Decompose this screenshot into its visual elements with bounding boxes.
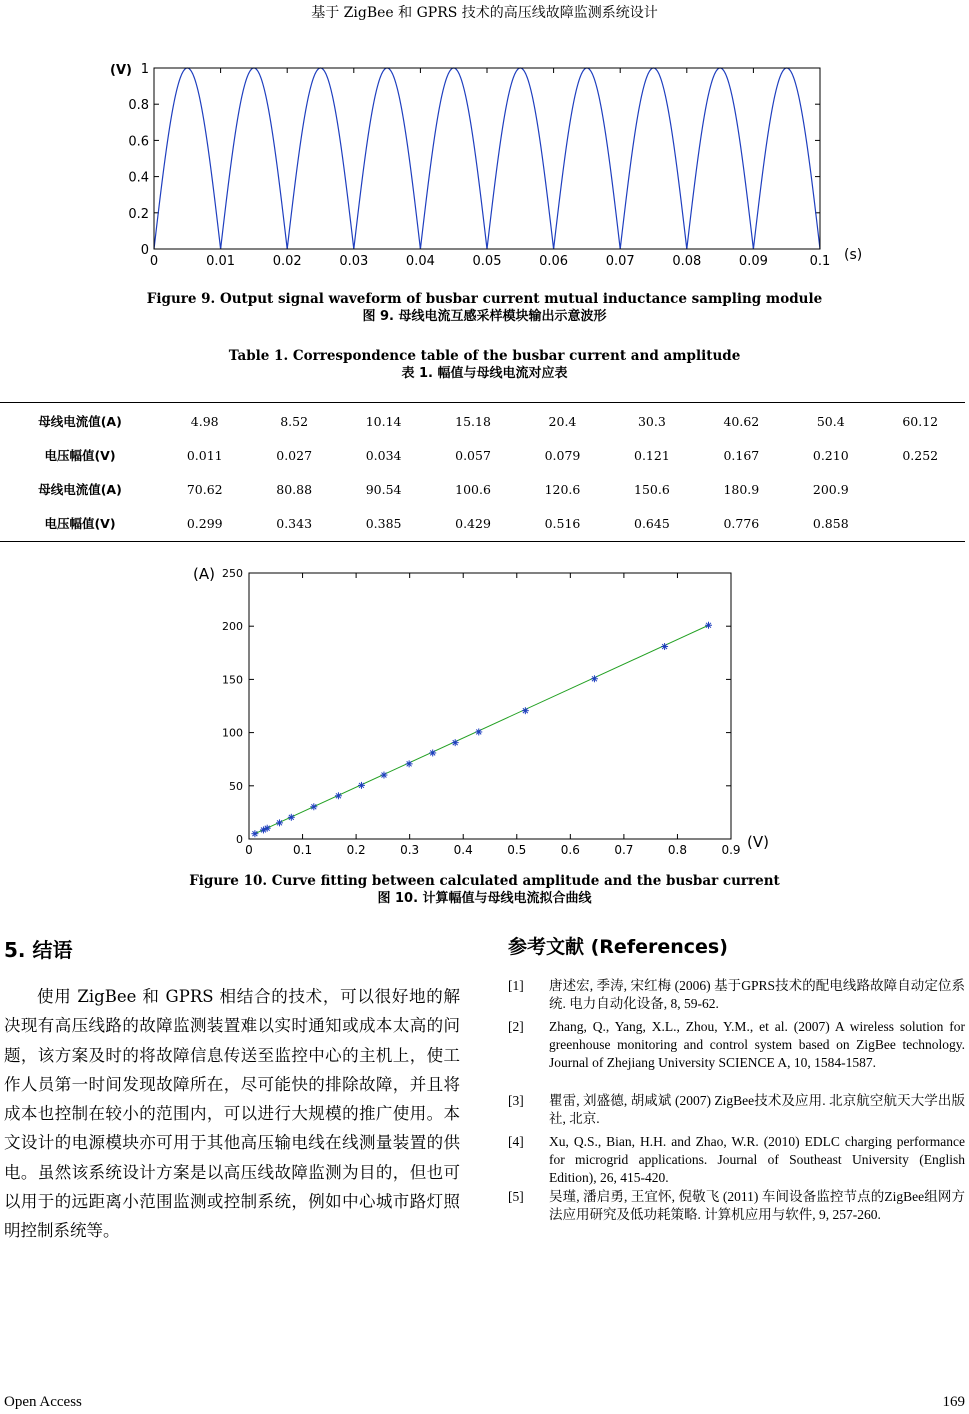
x-tick-label: 0.1 bbox=[809, 254, 831, 269]
table-cell: 200.9 bbox=[812, 481, 849, 497]
table-cell: 0.027 bbox=[276, 447, 313, 463]
table-cell: 0.343 bbox=[276, 515, 313, 531]
data-point bbox=[406, 760, 413, 767]
table-cell: 0.429 bbox=[455, 515, 491, 531]
table-1 bbox=[0, 402, 965, 542]
reference-text: 瞿雷, 刘盛德, 胡咸斌 (2007) ZigBee技术及应用. 北京航空航天大学出版社, 北京. bbox=[549, 1093, 965, 1126]
data-point bbox=[380, 772, 387, 779]
y-axis-unit-label: (A) bbox=[193, 565, 215, 583]
fitted-line bbox=[255, 625, 709, 833]
x-tick-label: 0.4 bbox=[453, 843, 473, 857]
table-row-header: 母线电流值(A) bbox=[38, 414, 122, 429]
data-point bbox=[335, 792, 342, 799]
y-tick-label: 0.4 bbox=[128, 170, 149, 186]
x-tick-label: 0.9 bbox=[721, 843, 741, 857]
table-row bbox=[0, 472, 965, 506]
figure-9-caption bbox=[0, 290, 969, 326]
table-1-caption bbox=[0, 347, 969, 383]
table-cell: 120.6 bbox=[544, 481, 581, 497]
reference-number: [3] bbox=[508, 1093, 524, 1108]
table-cell: 40.62 bbox=[723, 413, 760, 429]
y-tick-label: 0.2 bbox=[128, 206, 149, 222]
reference-number: [1] bbox=[508, 978, 524, 993]
y-tick-label: 200 bbox=[222, 620, 243, 634]
reference-text: 吴瑾, 潘启勇, 王宜怀, 倪敬飞 (2011) 车间设备监控节点的ZigBee组网方法应用研究及低功耗策略. 计算机应用与软件, 9, 257-260. bbox=[549, 1189, 965, 1222]
table-cell: 80.88 bbox=[276, 481, 313, 497]
x-tick-label: 0 bbox=[149, 254, 159, 269]
data-point bbox=[288, 814, 295, 821]
x-tick-label: 0.08 bbox=[672, 254, 702, 269]
data-point bbox=[310, 803, 317, 810]
table-cell: 0.011 bbox=[186, 447, 223, 463]
reference-text: Xu, Q.S., Bian, H.H. and Zhao, W.R. (2010) EDLC charging performance for microgrid applications. Journal of Southeast University (English Edition), 26, 415-420. bbox=[549, 1134, 965, 1185]
data-point bbox=[358, 782, 365, 789]
reference-item bbox=[508, 1188, 965, 1224]
section-5-heading: 5. 结语 bbox=[4, 938, 73, 962]
table-cell: 0.645 bbox=[634, 515, 670, 531]
reference-item bbox=[508, 977, 965, 1013]
y-axis-unit-label: (V) bbox=[110, 63, 132, 78]
y-tick-label: 250 bbox=[222, 567, 243, 580]
table-cell: 100.6 bbox=[455, 481, 491, 497]
table-1-caption-en: Table 1. Correspondence table of the busbar current and amplitude bbox=[228, 348, 741, 364]
x-tick-label: 0.09 bbox=[738, 254, 768, 269]
x-tick-label: 0.07 bbox=[605, 254, 635, 269]
y-tick-label: 0.6 bbox=[128, 134, 149, 150]
table-cell: 20.4 bbox=[548, 413, 577, 429]
table-row-header: 电压幅值(V) bbox=[44, 516, 116, 531]
figure-10-chart bbox=[0, 560, 969, 865]
x-tick-label: 0.8 bbox=[667, 843, 687, 857]
table-cell: 0.121 bbox=[634, 447, 670, 463]
table-cell bbox=[876, 506, 966, 540]
table-cell: 15.18 bbox=[455, 413, 491, 429]
table-row-header: 母线电流值(A) bbox=[38, 482, 122, 497]
table-cell: 0.057 bbox=[455, 447, 491, 463]
y-tick-label: 0 bbox=[236, 833, 243, 846]
table-cell: 8.52 bbox=[280, 413, 309, 429]
x-tick-label: 0.05 bbox=[472, 254, 502, 269]
reference-number: [2] bbox=[508, 1019, 524, 1034]
x-tick-label: 0.7 bbox=[614, 843, 634, 857]
x-tick-label: 0.6 bbox=[560, 843, 580, 857]
reference-number: [4] bbox=[508, 1134, 524, 1149]
table-cell: 60.12 bbox=[902, 413, 939, 429]
reference-text: 唐述宏, 季涛, 宋红梅 (2006) 基于GPRS技术的配电线路故障自动定位系统. 电力自动化设备, 8, 59-62. bbox=[549, 978, 965, 1011]
table-cell: 0.516 bbox=[544, 515, 581, 531]
x-tick-label: 0.06 bbox=[539, 254, 569, 269]
x-tick-label: 0.5 bbox=[507, 843, 527, 857]
table-cell: 0.210 bbox=[812, 447, 849, 463]
y-tick-label: 0 bbox=[140, 243, 149, 258]
x-tick-label: 0.03 bbox=[339, 254, 369, 269]
table-cell: 0.299 bbox=[186, 515, 223, 531]
footer-journal-label: Open Access bbox=[4, 1394, 82, 1410]
plot-frame bbox=[154, 68, 820, 249]
data-point bbox=[276, 819, 283, 826]
figure-10-caption-en: Figure 10. Curve fitting between calculated amplitude and the busbar current bbox=[189, 873, 780, 889]
reference-item bbox=[508, 1018, 965, 1072]
table-cell bbox=[876, 472, 966, 506]
x-tick-label: 0 bbox=[245, 843, 253, 857]
table-cell: 4.98 bbox=[190, 413, 219, 429]
data-point bbox=[705, 622, 712, 629]
figure-10-caption-cn: 图 10. 计算幅值与母线电流拟合曲线 bbox=[377, 891, 592, 906]
table-cell: 30.3 bbox=[637, 413, 666, 429]
table-cell: 150.6 bbox=[634, 481, 670, 497]
figure-9-caption-cn: 图 9. 母线电流互感采样模块输出示意波形 bbox=[362, 309, 607, 324]
reference-number: [5] bbox=[508, 1189, 524, 1204]
x-tick-label: 0.04 bbox=[405, 254, 435, 269]
y-tick-label: 50 bbox=[229, 779, 243, 793]
conclusion-paragraph: 使用 ZigBee 和 GPRS 相结合的技术，可以很好地的解决现有高压线路的故障监测装置难以实时通知或成本太高的问题，该方案及时的将故障信息传送至监控中心的主机上，使工作人员第一时间发现故障所在，尽可能快的排除故障，并且将成本也控制在较小的范围内，可以进行大规模的推广使用。本文设计的电源模块亦可用于其他高压输电线在线测量装置的供电。虽然该系统设计方案是以高压线故障监测为目的，但也可以用于的远距离小范围监测或控制系统，例如中心城市路灯照明控制系统等。 bbox=[4, 987, 460, 1241]
table-cell: 0.167 bbox=[723, 447, 760, 463]
table-row bbox=[0, 506, 965, 540]
references-heading: 参考文献 (References) bbox=[508, 936, 728, 958]
table-row bbox=[0, 404, 965, 438]
figure-9-chart bbox=[0, 50, 969, 280]
x-axis-unit-label: (s) bbox=[844, 247, 863, 263]
table-row-header: 电压幅值(V) bbox=[44, 448, 116, 463]
table-1-caption-cn: 表 1. 幅值与母线电流对应表 bbox=[401, 366, 568, 381]
reference-text: Zhang, Q., Yang, X.L., Zhou, Y.M., et al. (2007) A wireless solution for greenhouse monitoring and control system based on ZigBee technology. Journal of Zhejiang University SCIENCE A, 10, 1584-1587. bbox=[549, 1019, 965, 1070]
data-point bbox=[251, 830, 258, 837]
y-tick-label: 150 bbox=[222, 673, 243, 687]
x-axis-unit-label: (V) bbox=[747, 833, 769, 851]
waveform-series-line bbox=[154, 68, 820, 249]
table-cell: 50.4 bbox=[816, 413, 845, 429]
table-cell: 0.079 bbox=[544, 447, 581, 463]
x-tick-label: 0.2 bbox=[346, 843, 366, 857]
reference-item bbox=[508, 1133, 965, 1187]
running-header: 基于 ZigBee 和 GPRS 技术的高压线故障监测系统设计 bbox=[311, 5, 658, 21]
table-cell: 70.62 bbox=[186, 481, 223, 497]
x-tick-label: 0.02 bbox=[272, 254, 302, 269]
figure-9-caption-en: Figure 9. Output signal waveform of busbar current mutual inductance sampling module bbox=[146, 291, 823, 307]
table-cell: 0.034 bbox=[365, 447, 402, 463]
figure-10-caption bbox=[0, 872, 969, 908]
table-cell: 0.776 bbox=[723, 515, 760, 531]
page-number: 169 bbox=[942, 1394, 965, 1410]
y-tick-label: 1 bbox=[140, 62, 149, 77]
table-cell: 10.14 bbox=[365, 413, 402, 429]
plot-frame bbox=[249, 573, 731, 839]
x-tick-label: 0.3 bbox=[400, 843, 420, 857]
x-tick-label: 0.01 bbox=[206, 254, 236, 269]
reference-item bbox=[508, 1092, 965, 1128]
table-cell: 0.385 bbox=[365, 515, 402, 531]
table-cell: 0.858 bbox=[812, 515, 849, 531]
table-cell: 90.54 bbox=[365, 481, 402, 497]
table-cell: 180.9 bbox=[723, 481, 760, 497]
y-tick-label: 0.8 bbox=[128, 98, 149, 114]
y-tick-label: 100 bbox=[222, 726, 243, 740]
table-cell: 0.252 bbox=[902, 447, 939, 463]
table-row bbox=[0, 438, 965, 472]
x-tick-label: 0.1 bbox=[293, 843, 313, 857]
data-point bbox=[475, 728, 482, 735]
